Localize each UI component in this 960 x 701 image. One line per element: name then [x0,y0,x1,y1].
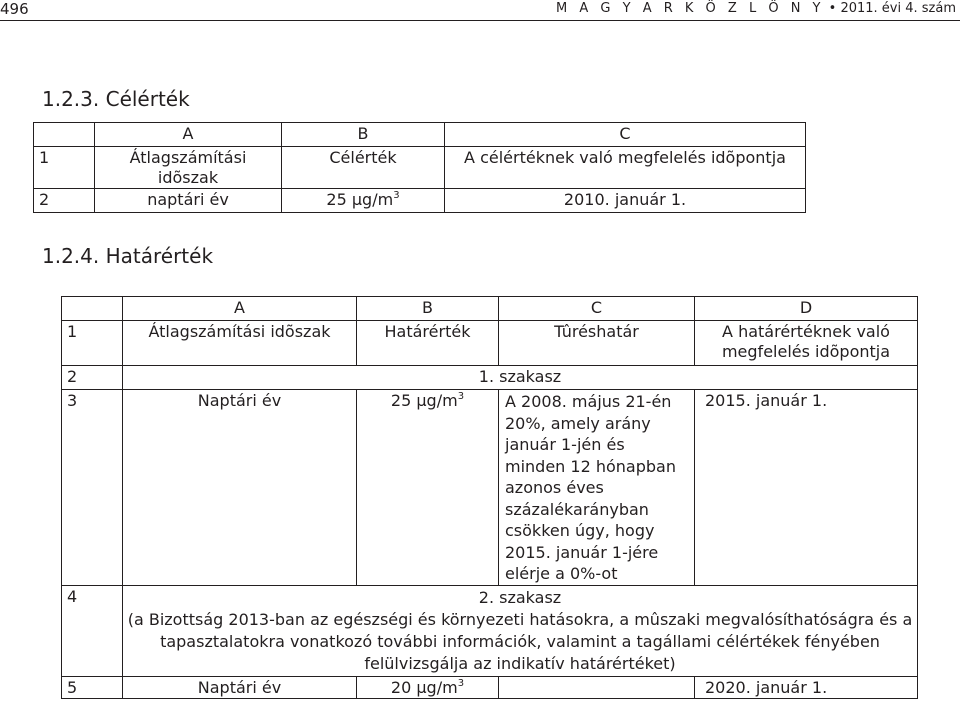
row-number: 5 [62,676,123,698]
column-header: A [95,123,282,147]
section-heading-target: 1.2.3. Célérték [42,87,190,111]
column-header: A [123,297,357,321]
row-number: 3 [62,390,123,586]
column-header: C [499,297,695,321]
table-row [34,147,806,189]
phase-label: 2. szakasz [478,587,562,607]
cell-line: minden 12 hónapban [505,456,676,476]
header-rule [0,20,960,21]
issue-number: 2011. évi 4. szám [840,1,956,16]
table-cell: Naptári év [123,676,357,698]
table-cell [357,390,499,586]
row-number: 2 [34,189,95,213]
unit-value: 25 µg/m [390,391,458,410]
column-header: B [282,123,445,147]
table-row [62,366,918,390]
bullet: • [828,1,837,16]
table-cell: 2020. január 1. [695,676,918,698]
table-cell [282,189,445,213]
row-number: 1 [34,147,95,189]
target-value-table [33,122,806,213]
phase-two-cell [123,585,918,676]
cell-line: január 1-jén és [505,435,625,454]
table-cell: 2010. január 1. [445,189,806,213]
cell-line: A határértéknek való [722,322,890,341]
table-cell: A célértéknek való megfelelés idõpontja [445,147,806,189]
table-cell: Tûréshatár [499,321,695,366]
column-header: D [695,297,918,321]
unit-value: 25 µg/m [326,190,394,209]
table-cell: Határérték [357,321,499,366]
table-row [62,390,918,586]
cell-line: csökken úgy, hogy [505,521,655,540]
tolerance-cell [499,390,695,586]
cell-line: felülvizsgálja az indikatív határértéket) [364,653,676,673]
table-row [62,676,918,698]
table-row [34,189,806,213]
column-header-blank [34,123,95,147]
column-header: C [445,123,806,147]
journal-title [556,0,956,18]
cell-line: A 2008. május 21-én [505,392,672,411]
cell-line: (a Bizottság 2013-ban az egészségi és környezeti hatásokra, a mûszaki megvalósíthatóságra és a [127,609,913,629]
table-row [62,321,918,366]
table-cell: Célérték [282,147,445,189]
column-header: B [357,297,499,321]
row-number: 1 [62,321,123,366]
unit-superscript: 3 [393,190,400,201]
table-header-row [34,123,806,147]
unit-superscript: 3 [457,677,465,689]
cell-line: 20%, amely arány [505,413,651,433]
table-header-row [62,297,918,321]
table-cell: Átlagszámítási idõszak [123,321,357,366]
running-header [0,0,960,20]
cell-line: azonos éves [505,478,604,497]
cell-line: elérje a 0%-ot [505,564,618,583]
cell-line: 2015. január 1-jére [505,542,659,562]
unit-value: 20 µg/m [390,677,458,697]
table-cell [357,676,499,698]
phase-label: 1. szakasz [123,366,918,390]
table-cell: Átlagszámítási idõszak [95,147,282,189]
table-row [62,585,918,676]
section-heading-limit: 1.2.4. Határérték [42,244,214,268]
table-cell-empty [499,676,695,698]
limit-value-table [61,296,918,699]
journal-name: M A G Y A R K Ö Z L Ö N Y [556,1,825,16]
unit-superscript: 3 [457,391,465,402]
table-cell: naptári év [95,189,282,213]
column-header-blank [62,297,123,321]
table-cell: 2015. január 1. [695,390,918,586]
cell-line: tapasztalatokra vonatkozó további információk, valamint a tagállami célértékek fényében [160,631,880,651]
page-number: 496 [0,0,29,18]
table-cell: Naptári év [123,390,357,586]
table-cell [695,321,918,366]
row-number: 2 [62,366,123,390]
row-number: 4 [62,585,123,676]
cell-line: százalékarányban [505,499,649,519]
cell-line: megfelelés idõpontja [721,342,891,361]
